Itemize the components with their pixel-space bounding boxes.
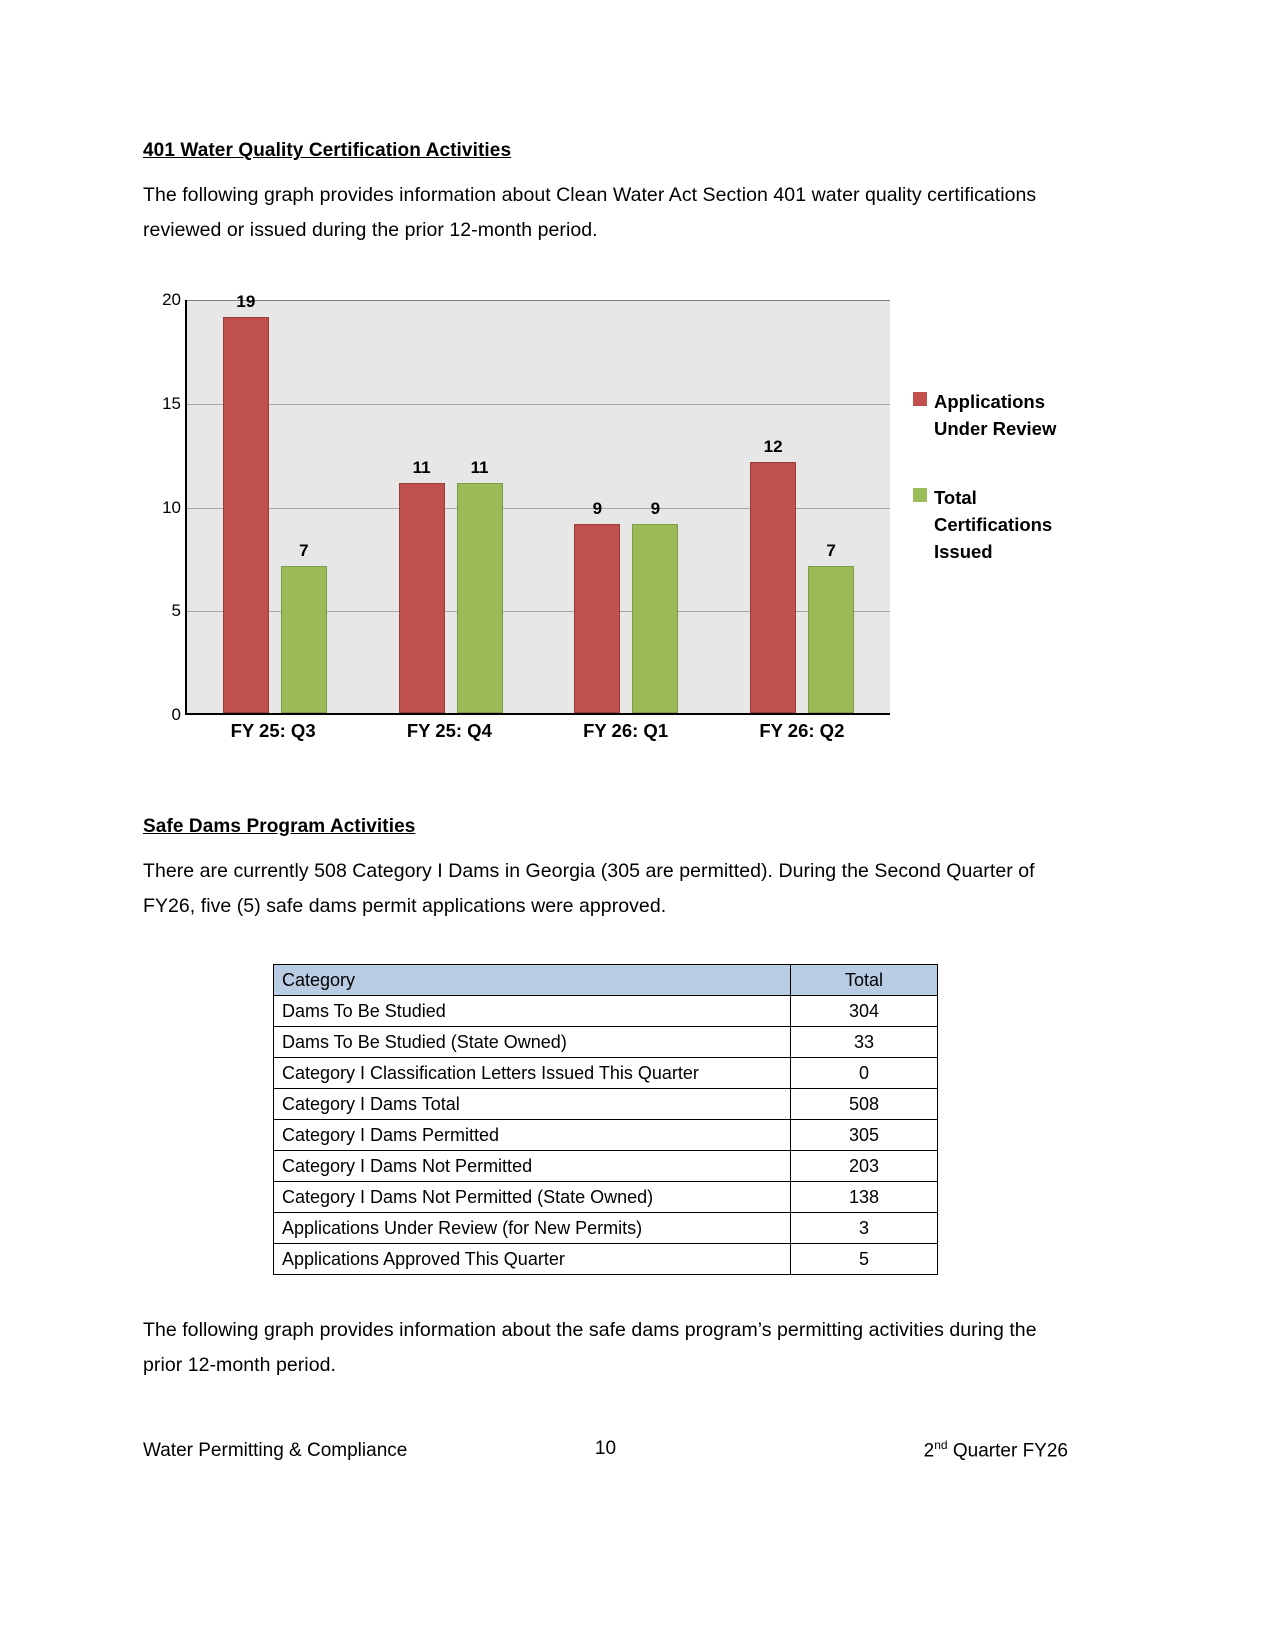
column-header-category: Category <box>274 965 791 996</box>
chart-group <box>714 300 890 713</box>
x-tick-label: FY 26: Q1 <box>583 720 669 741</box>
section-paragraph-401: The following graph provides information about Clean Water Act Section 401 water quality certifications reviewed or issued during the prior 12-month period. <box>143 184 1037 241</box>
table-cell-category: Category I Classification Letters Issued This Quarter <box>274 1058 791 1089</box>
table-cell-category: Category I Dams Total <box>274 1089 791 1120</box>
table-cell-total: 304 <box>791 996 938 1027</box>
chart-x-axis <box>185 720 890 742</box>
chart-bar-value-label: 11 <box>412 457 431 477</box>
y-tick-label: 20 <box>162 290 181 309</box>
table-cell-category: Category I Dams Not Permitted <box>274 1151 791 1182</box>
chart-bar <box>223 291 269 713</box>
chart-bar <box>632 499 678 713</box>
footer-quarter-label: Quarter FY26 <box>947 1440 1068 1462</box>
section-heading-401: 401 Water Quality Certification Activities <box>143 140 512 161</box>
table-cell-total: 3 <box>791 1213 938 1244</box>
table-cell-total: 5 <box>791 1244 938 1275</box>
table-row <box>274 1120 938 1151</box>
y-tick-label: 5 <box>171 601 181 620</box>
table-cell-total: 138 <box>791 1182 938 1213</box>
chart-bar <box>281 540 327 713</box>
footer-quarter-number: 2 <box>923 1440 935 1462</box>
table-row <box>274 1089 938 1120</box>
chart-bar-value-label: 7 <box>826 540 836 560</box>
chart-bar-value-label: 9 <box>650 499 661 519</box>
chart-group <box>539 300 715 713</box>
chart-bar <box>399 457 445 713</box>
table-cell-category: Category I Dams Not Permitted (State Owned) <box>274 1182 791 1213</box>
chart-bar-value-label: 9 <box>592 499 603 519</box>
legend-swatch-icon <box>913 488 927 502</box>
chart-bar-value-label: 12 <box>763 437 783 456</box>
y-tick-label: 0 <box>171 705 181 724</box>
chart-y-axis <box>143 290 181 724</box>
chart-plot-area <box>185 291 890 715</box>
chart-bar <box>808 540 854 713</box>
x-tick-label: FY 25: Q4 <box>406 720 492 741</box>
chart-legend <box>913 388 1068 607</box>
chart-bar <box>574 499 620 713</box>
x-tick-label: FY 26: Q2 <box>759 720 845 741</box>
section-paragraph-safe-dams: There are currently 508 Category I Dams in Georgia (305 are permitted). During the Second Quarter of FY26, five (5) safe dams permit applications were approved. <box>143 860 1035 917</box>
footer-left-text: Water Permitting & Compliance <box>143 1440 408 1462</box>
table-row <box>274 1244 938 1275</box>
x-tick-label: FY 25: Q3 <box>230 720 316 741</box>
chart-group <box>363 300 539 713</box>
chart-401-water-quality <box>143 288 1068 758</box>
legend-label: Applications Under Review <box>934 391 1057 439</box>
chart-bar-value-label: 11 <box>470 457 489 477</box>
section-paragraph-safe-dams-graph: The following graph provides information about the safe dams program’s permitting activities during the prior 12-month period. <box>143 1319 1037 1376</box>
table-row <box>274 996 938 1027</box>
y-tick-label: 15 <box>162 394 181 413</box>
table-cell-total: 33 <box>791 1027 938 1058</box>
document-content <box>143 140 1068 1383</box>
chart-bar-value-label: 19 <box>236 291 256 311</box>
table-cell-category: Dams To Be Studied (State Owned) <box>274 1027 791 1058</box>
safe-dams-table-wrapper <box>143 964 1068 1275</box>
table-row <box>274 1058 938 1089</box>
legend-label: Total Certifications Issued <box>934 487 1053 562</box>
y-tick-label: 10 <box>162 498 181 517</box>
column-header-total: Total <box>791 965 938 996</box>
table-cell-total: 508 <box>791 1089 938 1120</box>
table-row <box>274 1213 938 1244</box>
table-row <box>274 1151 938 1182</box>
legend-item-total-certifications-issued <box>913 484 1068 565</box>
table-cell-total: 0 <box>791 1058 938 1089</box>
legend-swatch-icon <box>913 392 927 406</box>
table-cell-category: Applications Approved This Quarter <box>274 1244 791 1275</box>
footer-page-number: 10 <box>594 1438 617 1459</box>
footer-quarter-ordinal: nd <box>934 1438 948 1452</box>
safe-dams-table <box>273 964 938 1275</box>
chart-bar <box>457 457 503 713</box>
table-cell-category: Applications Under Review (for New Permits) <box>274 1213 791 1244</box>
table-header <box>274 965 938 996</box>
table-row <box>274 1027 938 1058</box>
page-footer <box>143 1438 1068 1462</box>
table-body <box>274 996 938 1275</box>
table-cell-total: 305 <box>791 1120 938 1151</box>
section-heading-safe-dams: Safe Dams Program Activities <box>143 816 416 837</box>
chart-group <box>187 291 363 713</box>
table-row <box>274 1182 938 1213</box>
table-cell-category: Category I Dams Permitted <box>274 1120 791 1151</box>
legend-item-applications-under-review <box>913 388 1068 442</box>
chart-bar-groups <box>187 291 890 713</box>
chart-bar-value-label: 7 <box>299 540 309 560</box>
table-header-row <box>274 965 938 996</box>
table-cell-category: Dams To Be Studied <box>274 996 791 1027</box>
table-cell-total: 203 <box>791 1151 938 1182</box>
chart-bar <box>750 437 796 713</box>
